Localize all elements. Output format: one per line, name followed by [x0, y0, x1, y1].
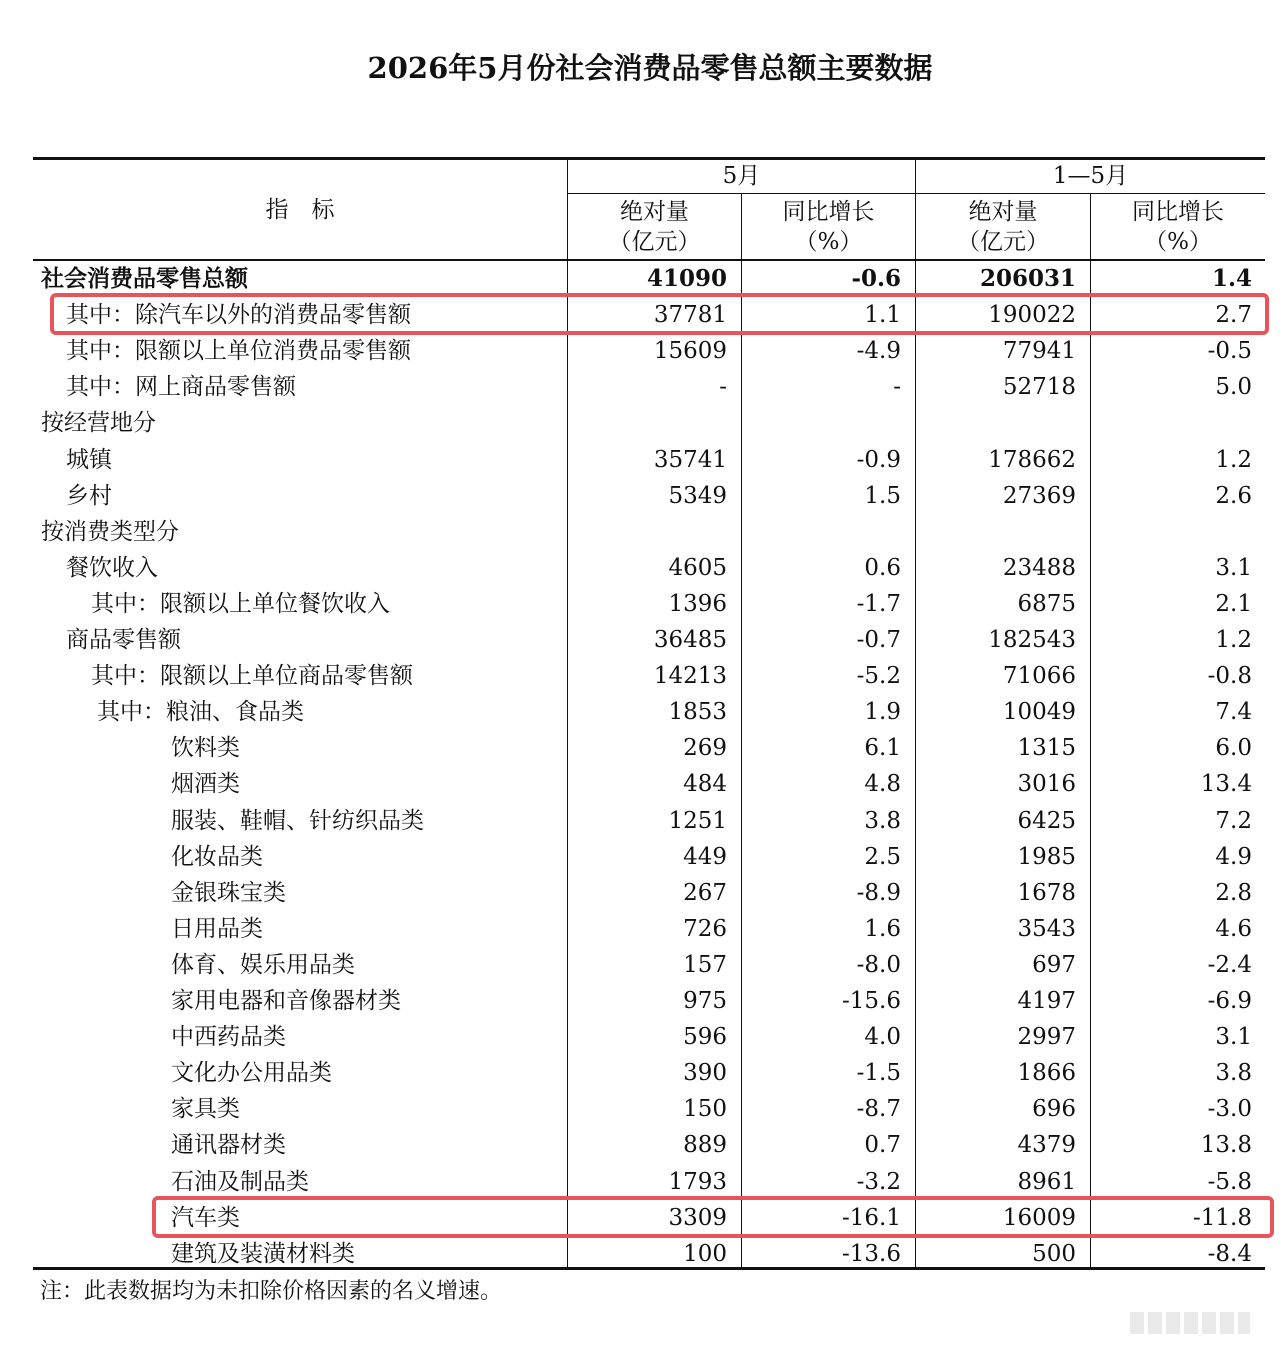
cell-m-yoy: 3.8: [864, 807, 901, 834]
cell-m-abs: 41090: [646, 265, 727, 292]
header-month-abs: [568, 197, 741, 257]
cell-y-abs: 3016: [1017, 771, 1076, 798]
row-label: 化妆品类: [171, 843, 263, 870]
cell-m-yoy: -5.2: [856, 663, 901, 690]
cell-m-abs: 3309: [668, 1204, 727, 1231]
cell-y-abs: 27369: [1002, 482, 1076, 509]
row-label: 饮料类: [171, 735, 240, 762]
cell-m-yoy: -3.2: [856, 1168, 901, 1195]
row-label: 其中：网上商品零售额: [66, 374, 296, 401]
row-label: 石油及制品类: [171, 1168, 309, 1195]
cell-y-yoy: 7.4: [1215, 699, 1252, 726]
row-label: 体育、娱乐用品类: [171, 951, 355, 978]
cell-y-yoy: 3.8: [1215, 1060, 1252, 1087]
row-label: 其中：限额以上单位商品零售额: [91, 663, 413, 690]
cell-y-yoy: 2.1: [1215, 590, 1252, 617]
cell-m-yoy: -1.5: [856, 1060, 901, 1087]
cell-m-yoy: -0.7: [856, 627, 901, 653]
header-abs-unit: （亿元）: [608, 229, 701, 255]
table-note: 注：此表数据均为未扣除价格因素的名义增速。: [40, 1279, 503, 1304]
page-title: 2026年5月份社会消费品零售总额主要数据: [367, 51, 933, 85]
row-label: 商品零售额: [66, 627, 181, 653]
cell-y-yoy: 4.6: [1215, 915, 1252, 942]
cell-m-abs: 1396: [668, 590, 727, 617]
cell-m-abs: [567, 405, 727, 441]
cell-y-abs: 1678: [1017, 879, 1076, 906]
row-label: 烟酒类: [171, 771, 240, 798]
row-label: 其中：粮油、食品类: [97, 699, 304, 726]
cell-y-abs: 52718: [1002, 374, 1076, 401]
header-growth-unit: （%）: [1144, 229, 1212, 255]
cell-y-abs: 178662: [988, 446, 1076, 473]
cell-m-yoy: -0.9: [856, 446, 901, 473]
cell-m-abs: 390: [683, 1060, 727, 1087]
cell-m-yoy: 1.6: [864, 915, 901, 942]
cell-y-yoy: 3.1: [1215, 554, 1252, 581]
cell-y-yoy: 2.7: [1215, 302, 1252, 329]
cell-m-yoy: -1.7: [856, 590, 901, 617]
cell-y-abs: 8961: [1017, 1168, 1076, 1195]
cell-y-yoy: [1092, 514, 1252, 550]
cell-m-abs: 726: [683, 915, 727, 942]
cell-y-abs: 190022: [988, 302, 1076, 329]
cell-m-yoy: 4.8: [864, 771, 901, 798]
cell-y-abs: 697: [1032, 951, 1076, 978]
cell-m-abs: 14213: [653, 663, 727, 690]
cell-m-yoy: 4.0: [864, 1024, 901, 1051]
highlight-box-auto: [152, 1196, 1274, 1238]
cell-y-yoy: -5.8: [1207, 1168, 1252, 1195]
cell-m-abs: 5349: [668, 482, 727, 509]
cell-y-yoy: -0.5: [1207, 338, 1252, 365]
cell-m-yoy: -4.9: [856, 338, 901, 365]
cell-y-yoy: 3.1: [1215, 1024, 1252, 1051]
cell-y-yoy: [1092, 405, 1252, 441]
row-label: 乡村: [66, 482, 112, 509]
cell-y-abs: 23488: [1002, 554, 1076, 581]
cell-y-yoy: 1.4: [1211, 265, 1252, 292]
cell-m-abs: 449: [683, 843, 727, 870]
header-sub-rule: [567, 193, 1265, 194]
cell-y-yoy: -2.4: [1207, 951, 1252, 978]
cell-m-abs: 150: [683, 1096, 727, 1123]
row-label: 汽车类: [171, 1204, 240, 1231]
cell-m-yoy: 0.7: [864, 1132, 901, 1159]
cell-m-yoy: 1.5: [864, 482, 901, 509]
cell-m-yoy: [741, 514, 901, 550]
header-growth-label: 同比增长: [782, 199, 875, 225]
cell-y-yoy: 1.2: [1215, 627, 1252, 653]
row-label: 文化办公用品类: [171, 1060, 332, 1087]
header-growth-unit: （%）: [794, 229, 863, 255]
cell-y-abs: 696: [1032, 1096, 1076, 1123]
cell-y-abs: 6875: [1017, 590, 1076, 617]
cell-m-yoy: 6.1: [864, 735, 901, 762]
row-label: 通讯器材类: [171, 1132, 286, 1159]
cell-y-abs: 1315: [1017, 735, 1076, 762]
cell-y-abs: 71066: [1002, 663, 1076, 690]
header-abs-label: 绝对量: [620, 199, 689, 225]
cell-m-yoy: -13.6: [842, 1240, 901, 1267]
row-label: 城镇: [66, 446, 112, 473]
cell-y-abs: 16009: [1002, 1204, 1076, 1231]
row-label: 其中：除汽车以外的消费品零售额: [66, 302, 411, 329]
cell-m-abs: 975: [683, 988, 727, 1014]
cell-y-abs: 3543: [1017, 915, 1076, 942]
cell-y-abs: 2997: [1017, 1024, 1076, 1051]
cell-y-abs: [916, 405, 1076, 441]
cell-y-abs: 206031: [979, 265, 1076, 292]
cell-m-yoy: -8.0: [856, 951, 901, 978]
cell-y-abs: 4197: [1017, 988, 1076, 1014]
cell-m-abs: 15609: [653, 338, 727, 365]
header-ytd-abs: [916, 197, 1090, 257]
cell-m-yoy: -8.7: [856, 1096, 901, 1123]
cell-m-abs: -: [719, 374, 727, 401]
cell-m-abs: 1251: [668, 807, 727, 834]
row-label: 家用电器和音像器材类: [171, 988, 401, 1014]
cell-m-abs: 1793: [668, 1168, 727, 1195]
cell-m-abs: 36485: [653, 627, 727, 653]
header-abs-label: 绝对量: [968, 199, 1038, 225]
cell-y-yoy: -11.8: [1193, 1204, 1252, 1231]
cell-y-yoy: 2.6: [1215, 482, 1252, 509]
header-period-month: 5月: [722, 163, 761, 189]
cell-m-abs: 157: [683, 951, 727, 978]
cell-m-abs: 596: [683, 1024, 727, 1051]
cell-y-yoy: -3.0: [1207, 1096, 1252, 1123]
col-rule-4: [1090, 194, 1091, 1268]
cell-y-yoy: 5.0: [1215, 374, 1252, 401]
cell-y-abs: 10049: [1002, 699, 1076, 726]
cell-y-yoy: 13.4: [1200, 771, 1252, 798]
cell-y-yoy: -0.8: [1207, 663, 1252, 690]
cell-y-yoy: 2.8: [1215, 879, 1252, 906]
header-month-yoy: [742, 197, 915, 257]
row-label: 其中：限额以上单位消费品零售额: [66, 338, 411, 365]
watermark: [1130, 1312, 1250, 1334]
cell-m-abs: 35741: [653, 446, 727, 473]
header-indicator: 指 标: [265, 197, 335, 223]
cell-y-abs: 1985: [1017, 843, 1076, 870]
cell-y-yoy: 1.2: [1215, 446, 1252, 473]
cell-y-yoy: -8.4: [1207, 1240, 1252, 1267]
highlight-box-non-auto: [50, 293, 1269, 335]
cell-y-yoy: 13.8: [1200, 1132, 1252, 1159]
cell-y-yoy: 4.9: [1215, 843, 1252, 870]
cell-y-abs: 500: [1032, 1240, 1076, 1267]
cell-m-abs: 267: [683, 879, 727, 906]
row-label: 日用品类: [171, 915, 263, 942]
cell-m-yoy: -16.1: [842, 1204, 901, 1231]
cell-y-yoy: -6.9: [1207, 988, 1252, 1014]
cell-m-abs: 100: [683, 1240, 727, 1267]
cell-m-abs: 269: [683, 735, 727, 762]
cell-m-abs: 484: [683, 771, 727, 798]
cell-m-yoy: 1.1: [864, 302, 901, 329]
cell-m-yoy: 1.9: [864, 699, 901, 726]
row-label: 按消费类型分: [41, 518, 179, 545]
row-label: 餐饮收入: [66, 554, 158, 581]
cell-m-yoy: -8.9: [856, 879, 901, 906]
row-label: 按经营地分: [41, 410, 156, 437]
row-label: 社会消费品零售总额: [41, 265, 248, 292]
cell-y-abs: 1866: [1017, 1060, 1076, 1087]
header-ytd-yoy: [1091, 197, 1265, 257]
row-label: 服装、鞋帽、针纺织品类: [171, 807, 424, 834]
cell-y-abs: 6425: [1017, 807, 1076, 834]
cell-m-yoy: -: [893, 374, 901, 401]
row-label: 金银珠宝类: [171, 879, 286, 906]
table-top-rule: [33, 157, 1265, 160]
cell-m-yoy: -0.6: [851, 265, 901, 292]
cell-m-yoy: 2.5: [864, 843, 901, 870]
header-period-ytd: 1—5月: [1052, 163, 1129, 189]
cell-m-abs: 4605: [668, 554, 727, 581]
cell-m-yoy: -15.6: [842, 988, 901, 1014]
cell-y-yoy: 6.0: [1215, 735, 1252, 762]
row-label: 中西药品类: [171, 1024, 286, 1051]
cell-m-abs: 37781: [653, 302, 727, 329]
row-label: 家具类: [171, 1096, 240, 1123]
row-label: 其中：限额以上单位餐饮收入: [91, 590, 390, 617]
row-label: 建筑及装潢材料类: [171, 1240, 355, 1267]
cell-y-yoy: 7.2: [1215, 807, 1252, 834]
cell-y-abs: 182543: [988, 627, 1076, 653]
cell-m-yoy: 0.6: [864, 554, 901, 581]
cell-y-abs: [916, 514, 1076, 550]
cell-m-abs: 889: [683, 1132, 727, 1159]
cell-m-abs: 1853: [668, 699, 727, 726]
cell-m-abs: [567, 514, 727, 550]
cell-m-yoy: [741, 405, 901, 441]
cell-y-abs: 77941: [1002, 338, 1076, 365]
header-abs-unit: （亿元）: [957, 229, 1049, 255]
header-growth-label: 同比增长: [1132, 199, 1224, 225]
cell-y-abs: 4379: [1017, 1132, 1076, 1159]
